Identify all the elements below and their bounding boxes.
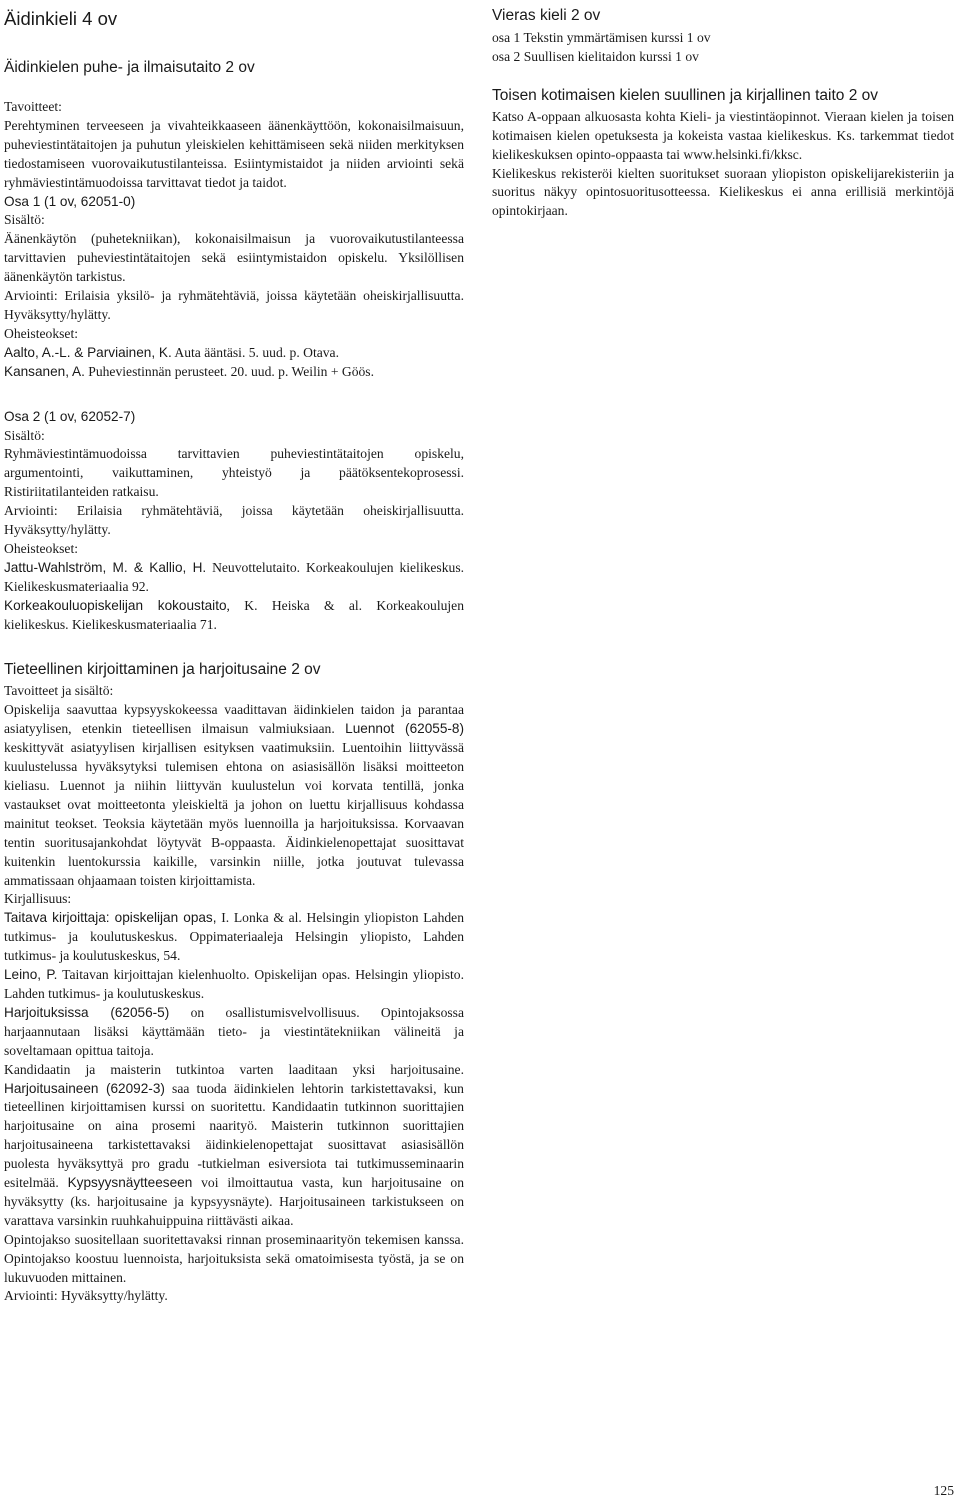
literature-entry bbox=[4, 966, 464, 1004]
part2-heading: Osa 2 (1 ov, 62052-7) bbox=[4, 408, 136, 424]
book-details: , K. Heiska & al. Korkeakoulujen kielikeskus. Kielikeskusmateriaalia 71. bbox=[4, 597, 464, 632]
part1-heading: Osa 1 (1 ov, 62051-0) bbox=[4, 193, 136, 209]
course-heading: Tieteellinen kirjoittaminen ja harjoitusaine 2 ov bbox=[4, 661, 321, 679]
text-run: on osallistumisvelvollisuus. Opintojaksossa harjaannutaan lisäksi käyttämään tieto- ja viestintätekniikan välineitä ja soveltamaan opittua taitoja. bbox=[4, 1004, 464, 1058]
book-details: Puheviestinnän perusteet. 20. uud. p. Weilin + Göös. bbox=[84, 363, 374, 379]
assignment-code: Harjoitusaineen (62092-3) bbox=[4, 1080, 165, 1096]
book-title: Korkeakouluopiskelijan kokoustaito bbox=[4, 597, 227, 613]
content-text: Ryhmäviestintämuodoissa tarvittavien puheviestintätaitojen opiskelu, argumentointi, vaikuttaminen, yhteistyö ja päätöksentekoprosessi. Ristiriitatilanteiden ratkaisu. bbox=[4, 446, 464, 500]
paragraph: Kielikeskus rekisteröi kielten suoritukset suoraan yliopiston opiskelijarekisteriin ja suoritus näkyy opintosuoritusotteessa. Kielikeskus ei anna erillisiä merkintöjä opintokirjaan. bbox=[492, 165, 954, 219]
books-label: Oheisteokset: bbox=[4, 325, 78, 341]
book-entry bbox=[4, 559, 464, 597]
text-run: Opiskelija saavuttaa kypsyyskokeessa vaadittavan äidinkielen taidon ja parantaa asiatyylisen, etenkin tieteellisen ilmaisun valmiuksiaan. bbox=[4, 702, 464, 737]
exercise-code: Harjoituksissa (62056-5) bbox=[4, 1004, 170, 1020]
book-details: Neuvottelutaito. Korkeakoulujen kielikeskus. Kielikeskusmateriaalia 92. bbox=[4, 559, 465, 594]
goals-label: Tavoitteet ja sisältö: bbox=[4, 683, 114, 699]
book-author: Aalto, A.-L. & Parviainen, K. bbox=[4, 344, 172, 360]
course-heading: Toisen kotimaisen kielen suullinen ja kirjallinen taito 2 ov bbox=[492, 86, 878, 104]
course-part-line: osa 2 Suullisen kielitaidon kurssi 1 ov bbox=[492, 48, 699, 64]
left-column bbox=[4, 0, 464, 1306]
evaluation-text: Arviointi: Erilaisia yksilö- ja ryhmätehtäviä, joissa käytetään oheiskirjallisuutta. Hyväksytty/hylätty. bbox=[4, 288, 464, 322]
goals-label: Tavoitteet: bbox=[4, 99, 62, 114]
book-entry bbox=[4, 344, 464, 363]
content-label: Sisältö: bbox=[4, 427, 45, 443]
maturity-test-term: Kypsyysnäytteeseen bbox=[67, 1175, 193, 1191]
book-author: Leino, P. bbox=[4, 967, 58, 983]
text-run: Kandidaatin ja maisterin tutkintoa varten laaditaan yksi harjoitusaine. bbox=[4, 1061, 464, 1077]
lecture-code: Luennot (62055-8) bbox=[345, 721, 464, 737]
paragraph bbox=[4, 701, 464, 890]
course-heading: Äidinkielen puhe- ja ilmaisutaito 2 ov bbox=[4, 59, 255, 76]
section-title: Vieras kieli 2 ov bbox=[492, 7, 601, 24]
book-details: Taitavan kirjoittajan kielenhuolto. Opiskelijan opas. Helsingin yliopisto. Lahden tutkimus- ja koulutuskeskus. bbox=[4, 967, 464, 1001]
right-column bbox=[492, 0, 954, 221]
literature-label: Kirjallisuus: bbox=[4, 891, 72, 907]
content-label: Sisältö: bbox=[4, 212, 45, 228]
evaluation-text: Arviointi: Erilaisia ryhmätehtäviä, joissa käytetään oheiskirjallisuutta. Hyväksytty/hylätty. bbox=[4, 503, 464, 538]
text-run: saa tuoda äidinkielen lehtorin tarkistettavaksi, kun tieteellinen kirjoittamisen kurssi on suoritettu. Kandidaatin tutkinnon suorittajien harjoitusaine on aina prosemi naarityö. Maisterin tutkinnon suorittajien harjoitusaineena tarkistettavaksi äidinkielenopettajat suosittavat asiasisällön puolesta hyväksyttyä pro gradu -tutkielman esiversiota tai tutkimusseminaarin esitelmää. bbox=[4, 1080, 464, 1191]
book-entry bbox=[4, 363, 464, 382]
paragraph bbox=[4, 1061, 464, 1231]
paragraph: Opintojakso suositellaan suoritettavaksi rinnan proseminaarityön tekemisen kanssa. Opintojakso koostuu luennoista, harjoituksista sekä omatoimisesta työstä, ja se on lukuvuoden mittainen. bbox=[4, 1231, 464, 1285]
book-details: Auta ääntäsi. 5. uud. p. Otava. bbox=[171, 344, 339, 360]
section-title: Äidinkieli 4 ov bbox=[4, 8, 118, 29]
book-details: I. Lonka & al. Helsingin yliopiston Lahden tutkimus- ja koulutuskeskus. Oppimateriaaleja Helsingin yliopisto, Lahden tutkimus- ja koulutuskeskus, 54. bbox=[4, 910, 464, 964]
books-label: Oheisteokset: bbox=[4, 540, 78, 556]
book-title: Taitava kirjoittaja: opiskelijan opas, bbox=[4, 910, 217, 926]
page-number: 125 bbox=[933, 1483, 954, 1498]
goals-text: Perehtyminen terveeseen ja vivahteikkaaseen äänenkäyttöön, kokonaisilmaisuun, puheviestintätaitojen ja puhutun yleiskielen kehittämiseen sekä niiden merkityksen tiedostamiseen vuorovaikutustilanteissa. Esiintymistaidot ja niiden arviointi sekä ryhmäviestintämuodoissa tarvittavat tiedot ja taidot. bbox=[4, 117, 464, 190]
paragraph bbox=[4, 1004, 464, 1061]
course-part-line: osa 1 Tekstin ymmärtämisen kurssi 1 ov bbox=[492, 30, 711, 45]
book-author: Jattu-Wahlström, M. & Kallio, H. bbox=[4, 559, 207, 575]
book-entry bbox=[4, 597, 464, 635]
evaluation-text: Arviointi: Hyväksytty/hylätty. bbox=[4, 1288, 168, 1304]
paragraph: Katso A-oppaan alkuosasta kohta Kieli- ja viestintäopinnot. Vieraan kielen ja toisen kotimaisen kielen opetuksesta ja kokeista vastaa kielikeskus. Ks. tarkemmat tiedot kielikeskuksen opinto-oppaasta tai www.helsinki.fi/kksc. bbox=[492, 108, 954, 162]
content-text: Äänenkäytön (puhetekniikan), kokonaisilmaisun ja vuorovaikutustilanteessa tarvittavien puheviestintätaitojen sekä esiintymistaidon opiskelu. Yksilöllisen äänenkäytön tarkistus. bbox=[4, 231, 464, 285]
text-run: keskittyvät asiatyylisen kirjallisen esityksen vaatimuksiin. Luentoihin liittyvässä kuulustelussa hyväksytyksi tulemisen ehtona on asiasisällön lisäksi moitteeton kieliasu. Luennot ja niihin liittyvän kuulustelun voi korvata tentillä, jonka vastaukset ovat moitteetonta yleiskieltä ja johon on luettu kirjallisuus kohdassa mainitut teokset. Teoksia käytetään myös luennoilla ja harjoituksissa. Korvaavan tentin suoritusajankohdat löytyvät B-oppaasta. Äidinkielenopettajat suosittavat kuitenkin luentokurssia kaikille, varsinkin niille, jotka joutuvat tulevassa ammatissaan ohjaamaan toisten kirjoittamista. bbox=[4, 740, 464, 888]
book-author: Kansanen, A. bbox=[4, 363, 85, 379]
literature-entry bbox=[4, 909, 464, 966]
text-run: voi ilmoittautua vasta, kun harjoitusaine on hyväksytty (ks. harjoitusaine ja kypsyysnäyte). Harjoitusaineen tarkistukseen on varattava varsinkin ruuhkahuippuina riittävästi aikaa. bbox=[4, 1175, 464, 1228]
